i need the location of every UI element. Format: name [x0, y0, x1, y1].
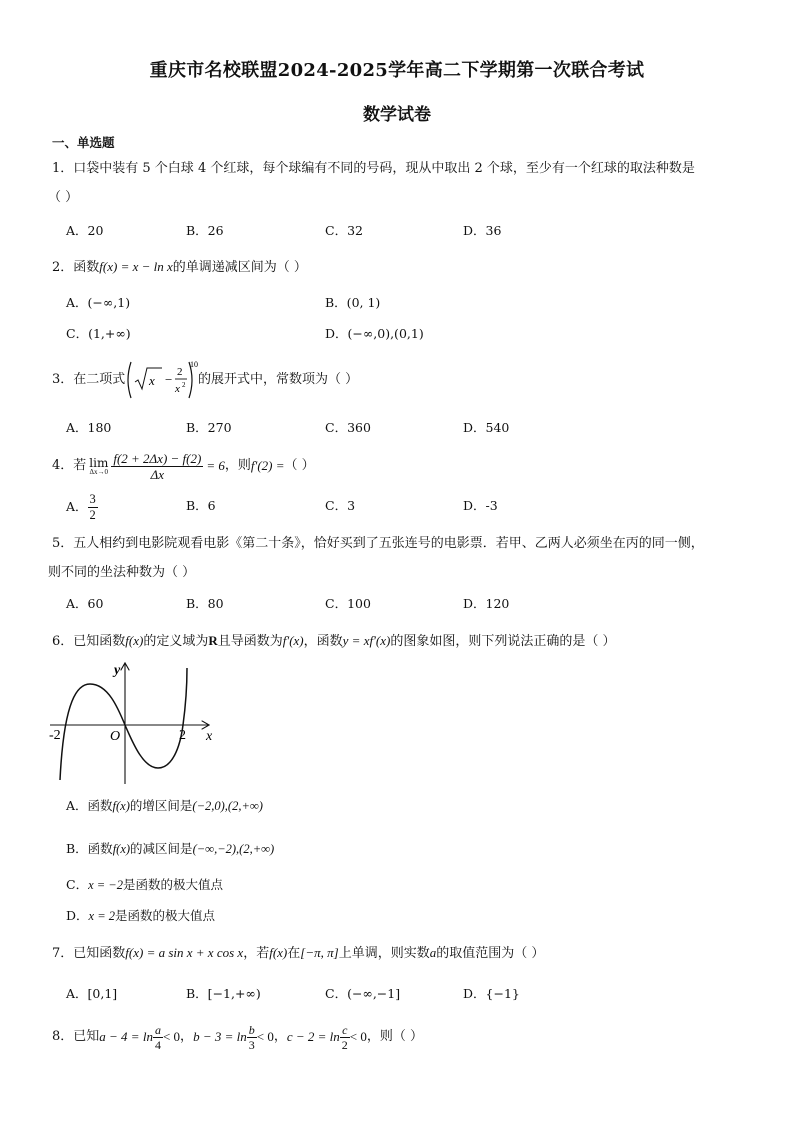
- q6-option-b-prefix: B．函数: [66, 841, 113, 856]
- q6-option-a-prefix: A．函数: [66, 798, 113, 813]
- q4-numerator: f(2 + 2Δx) − f(2): [113, 450, 202, 466]
- q8-e3-left: c − 2 = ln: [286, 1029, 340, 1044]
- svg-text:−: −: [165, 372, 173, 387]
- graph-origin-label: O: [110, 729, 121, 744]
- q1-option-c: C．32: [325, 223, 363, 238]
- q7-mid3: 上单调，则实数: [338, 946, 430, 961]
- q6-text-d: ，函数: [303, 634, 343, 649]
- q1-option-d: D．36: [463, 223, 502, 238]
- q6-text-e: 的图象如图，则下列说法正确的是（ ）: [390, 634, 616, 649]
- q4-option-c: C．3: [325, 498, 356, 513]
- q6-option-a-intervals: (−2,0),(2,+∞): [192, 799, 263, 813]
- q6-option-d-cond: x = 2: [88, 909, 116, 923]
- q2-suffix: 的单调递减区间为（ ）: [172, 260, 307, 275]
- q8-sep1: ，: [180, 1029, 194, 1044]
- question-6: [52, 633, 616, 650]
- q6-fp: f′(x): [282, 633, 304, 648]
- q7-option-d: D．{−1}: [463, 986, 520, 1001]
- q1-option-a: A．20: [66, 223, 104, 238]
- q6-option-d: [66, 908, 215, 924]
- q7-a: a: [429, 945, 437, 960]
- question-3-prefix: 3．在二项式: [52, 372, 126, 387]
- q4-option-b: B．6: [186, 498, 216, 513]
- exam-subtitle: 数学试卷: [363, 105, 431, 125]
- q6-option-c-cond: x = −2: [88, 878, 123, 892]
- question-5-line1: 5．五人相约到电影院观看电影《第二十条》，恰好买到了五张连号的电影票．若甲、乙两人必须坐在丙的同一侧，: [52, 536, 704, 551]
- q2-option-a: A．(−∞,1): [66, 295, 131, 310]
- q8-suffix: ，则（ ）: [366, 1029, 424, 1044]
- q4-option-a-num: 3: [89, 492, 96, 506]
- q5-option-d: D．120: [463, 596, 510, 611]
- q4-denominator: Δx: [150, 466, 165, 482]
- question-1-text: 1．口袋中装有 5 个白球 4 个红球，每个球编有不同的号码，现从中取出 2 个球，至少有一个红球的取法种数是: [52, 161, 695, 176]
- q4-prefix: 4．若: [52, 458, 87, 473]
- q2-option-c: C．(1,+∞): [66, 326, 131, 341]
- question-3-suffix: 的展开式中，常数项为（ ）: [198, 372, 359, 387]
- q4-lim-sub: Δx→0: [89, 467, 109, 476]
- q6-option-d-prefix: D．: [66, 908, 89, 923]
- q6-R: R: [208, 633, 218, 648]
- q8-e1-num: a: [154, 1022, 161, 1037]
- q8-e1-fraction: [153, 1024, 163, 1051]
- graph-tick-right: 2: [179, 728, 186, 743]
- q8-e1-right: < 0: [162, 1029, 181, 1044]
- q6-option-b-mid: 的减区间是: [130, 841, 193, 856]
- q1-option-b: B．26: [186, 223, 224, 238]
- q8-e2-fraction: [247, 1024, 257, 1051]
- q7-suffix: 的取值范围为（ ）: [436, 946, 545, 961]
- q8-e3-den: 2: [341, 1037, 348, 1052]
- svg-text:2: 2: [177, 366, 183, 378]
- q6-text-b: 的定义域为: [143, 634, 209, 649]
- q6-option-a-f: f(x): [112, 799, 130, 813]
- q6-option-c-prefix: C．: [66, 877, 89, 892]
- q4-paren: （ ）: [284, 458, 315, 473]
- q6-text-a: 6．已知函数: [52, 634, 126, 649]
- q7-option-a: A．[0,1]: [66, 986, 118, 1001]
- q6-option-b-intervals: (−∞,−2),(2,+∞): [192, 842, 275, 856]
- q7-mid2: 在: [287, 946, 301, 961]
- q2-option-b: B．(0, 1): [325, 295, 381, 310]
- q7-interval: [−π, π]: [300, 945, 339, 960]
- q4-lim-text: lim: [89, 455, 109, 470]
- q8-e2-left: b − 3 = ln: [193, 1029, 247, 1044]
- q8-sep2: ，: [273, 1029, 287, 1044]
- svg-text:x: x: [175, 383, 180, 395]
- q4-option-a-fraction: [88, 493, 98, 521]
- q6-option-c-text: 是函数的极大值点: [123, 877, 224, 892]
- question-4: [52, 448, 315, 484]
- section-heading: 一、单选题: [52, 135, 115, 150]
- q6-option-a: [66, 798, 263, 814]
- q3-option-a: A．180: [66, 420, 112, 435]
- graph-tick-left: -2: [49, 728, 61, 743]
- graph-curve: [60, 668, 187, 780]
- q8-e2-right: < 0: [256, 1029, 274, 1044]
- q6-option-c: [66, 877, 223, 893]
- svg-text:10: 10: [190, 360, 198, 369]
- q7-option-b: B．[−1,+∞): [186, 986, 261, 1001]
- q4-ask: f′(2) =: [250, 458, 285, 473]
- graph-x-label: x: [206, 729, 213, 744]
- q2-prefix: 2．函数: [52, 260, 100, 275]
- q2-option-d: D．(−∞,0),(0,1): [325, 326, 424, 341]
- q4-option-a: [66, 490, 98, 524]
- q5-option-c: C．100: [325, 596, 371, 611]
- q8-prefix: 8．已知: [52, 1029, 100, 1044]
- question-2: [52, 259, 307, 276]
- exam-title: 重庆市名校联盟2024-2025学年高二下学期第一次联合考试: [149, 60, 645, 81]
- q6-option-a-mid: 的增区间是: [129, 798, 193, 813]
- question-8: [52, 1018, 423, 1056]
- q7-f: f(x): [269, 945, 288, 960]
- q5-option-b: B．80: [186, 596, 224, 611]
- question-5-line2: 则不同的坐法种数为（ ）: [48, 565, 196, 580]
- q6-text-c: 且导函数为: [217, 634, 283, 649]
- q4-option-d: D．-3: [463, 498, 498, 513]
- q4-fraction: [111, 452, 203, 481]
- q4-option-a-den: 2: [89, 507, 96, 522]
- binomial-expression: [124, 358, 198, 402]
- q8-e1-den: 4: [154, 1037, 161, 1052]
- q2-formula: f(x) = x − ln x: [99, 259, 173, 274]
- q4-mid: ，则: [224, 458, 251, 473]
- q3-option-d: D．540: [463, 420, 510, 435]
- q8-e3-num: c: [340, 1024, 350, 1038]
- q3-option-c: C．360: [325, 420, 371, 435]
- q7-prefix: 7．已知函数: [52, 946, 126, 961]
- q6-function-graph: [46, 658, 216, 786]
- q6-option-b: [66, 841, 274, 857]
- q5-option-a: A．60: [66, 596, 104, 611]
- q8-e3-right: < 0: [349, 1029, 367, 1044]
- q3-option-b: B．270: [186, 420, 232, 435]
- q7-formula: f(x) = a sin x + x cos x: [125, 945, 244, 960]
- svg-text:x: x: [149, 373, 155, 388]
- graph-y-label: y: [114, 663, 121, 678]
- q6-y: y = xf′(x): [342, 633, 391, 648]
- q7-mid1: ，若: [243, 946, 270, 961]
- svg-text:2: 2: [182, 381, 186, 389]
- q8-e1-left: a − 4 = ln: [99, 1029, 153, 1044]
- q7-option-c: C．(−∞,−1]: [325, 986, 401, 1001]
- q4-option-a-prefix: A．: [66, 499, 88, 514]
- q8-e2-den: 3: [248, 1037, 255, 1052]
- q6-option-b-f: f(x): [112, 842, 131, 856]
- q8-e2-num: b: [248, 1022, 255, 1037]
- q4-limit: [89, 457, 108, 476]
- q8-e3-fraction: [340, 1024, 350, 1051]
- question-1-paren: （ ）: [48, 190, 79, 205]
- q6-option-d-text: 是函数的极大值点: [115, 908, 216, 923]
- q4-eq: = 6: [206, 458, 225, 473]
- question-7: [52, 945, 544, 962]
- q6-f: f(x): [125, 633, 144, 648]
